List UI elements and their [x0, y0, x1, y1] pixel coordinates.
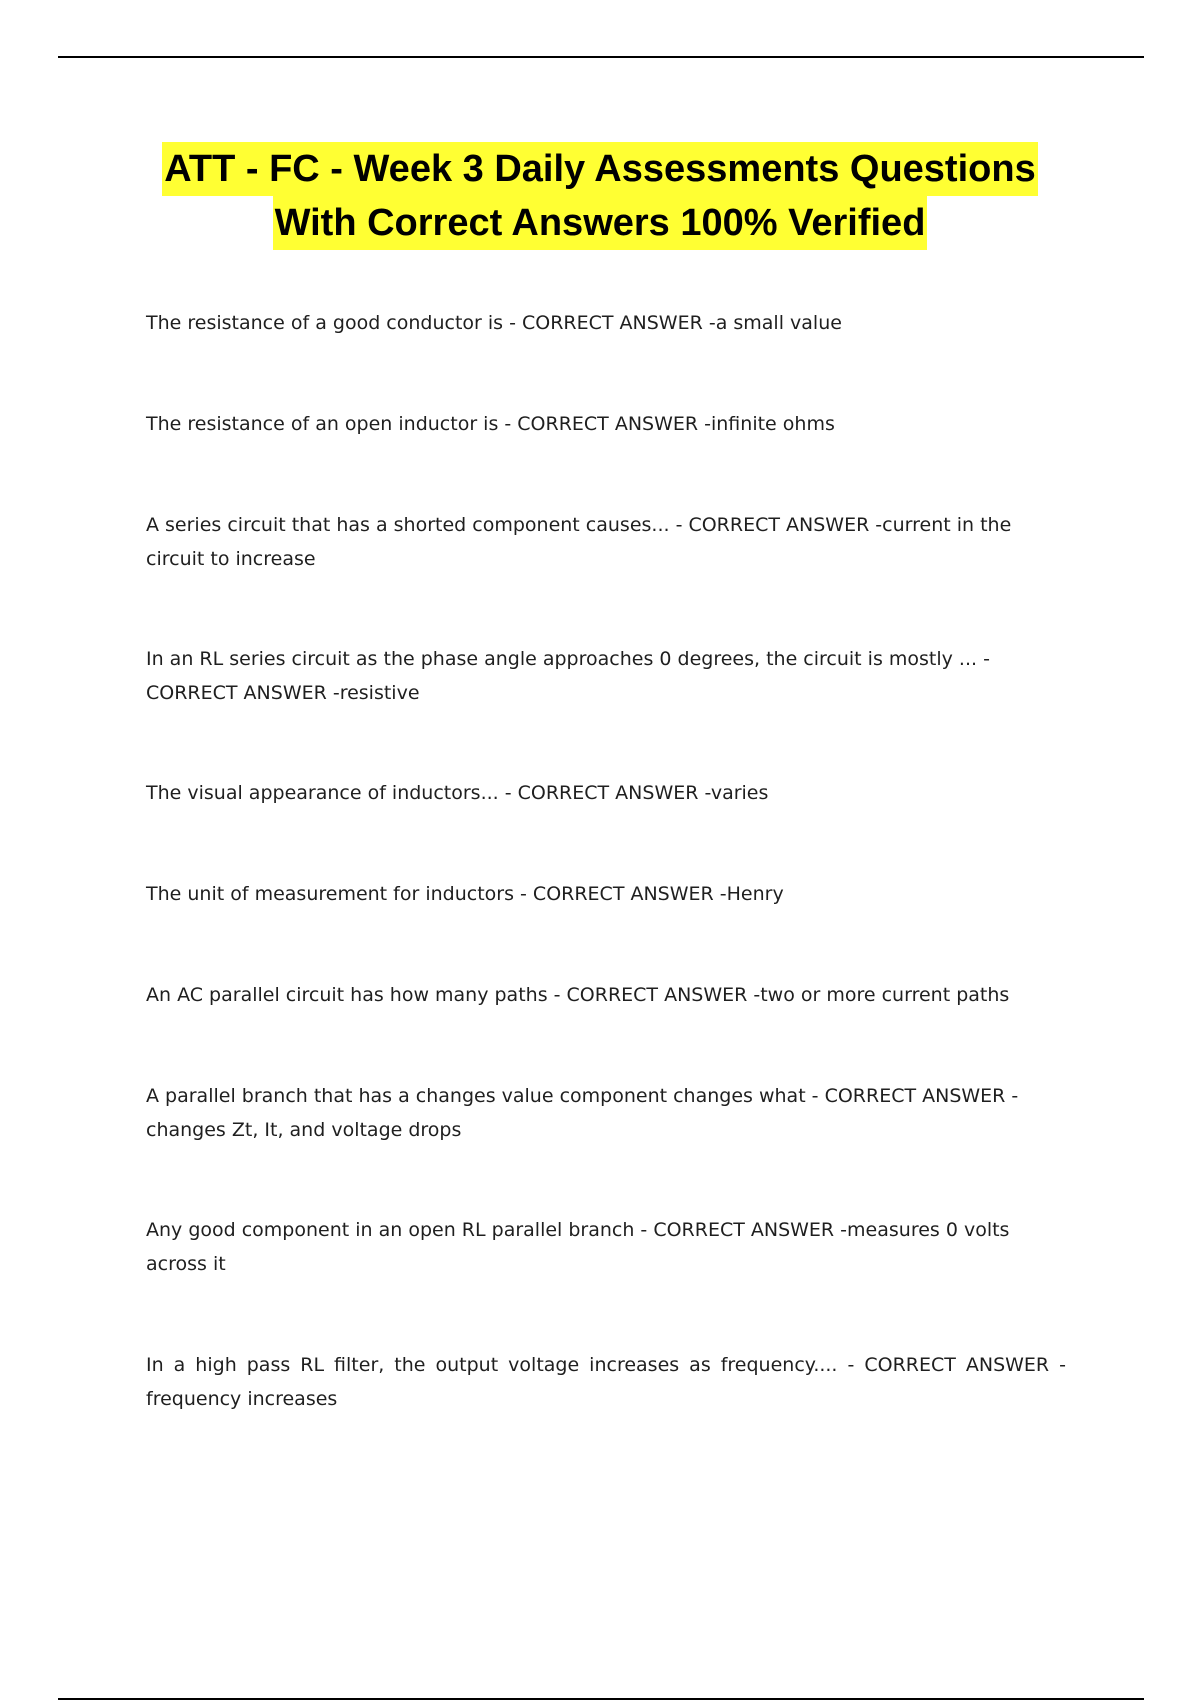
qa-item-1: The resistance of a good conductor is - CORRECT ANSWER -a small value — [146, 312, 842, 334]
qa-item-9: Any good component in an open RL parallel branch - CORRECT ANSWER -measures 0 volts across it — [146, 1219, 1010, 1275]
title-line-2: With Correct Answers 100% Verified — [273, 196, 928, 250]
title-line-1: ATT - FC - Week 3 Daily Assessments Questions — [162, 142, 1037, 196]
qa-item-7: An AC parallel circuit has how many paths - CORRECT ANSWER -two or more current paths — [146, 984, 1010, 1006]
qa-item-4: In an RL series circuit as the phase angle approaches 0 degrees, the circuit is mostly ... - CORRECT ANSWER -resistive — [146, 648, 990, 704]
qa-item-5: The visual appearance of inductors... - CORRECT ANSWER -varies — [146, 782, 769, 804]
qa-item-3: A series circuit that has a shorted component causes... - CORRECT ANSWER -current in the circuit to increase — [146, 514, 1012, 570]
qa-item-8: A parallel branch that has a changes value component changes what - CORRECT ANSWER - changes Zt, It, and voltage drops — [146, 1085, 1019, 1141]
qa-item-6: The unit of measurement for inductors - CORRECT ANSWER -Henry — [146, 883, 784, 905]
document-title — [0, 142, 1200, 250]
qa-item-10: In a high pass RL filter, the output voltage increases as frequency.... - CORRECT ANSWER - frequency increases — [146, 1354, 1066, 1410]
qa-item-2: The resistance of an open inductor is - CORRECT ANSWER -infinite ohms — [146, 413, 835, 435]
top-divider — [58, 56, 1144, 58]
